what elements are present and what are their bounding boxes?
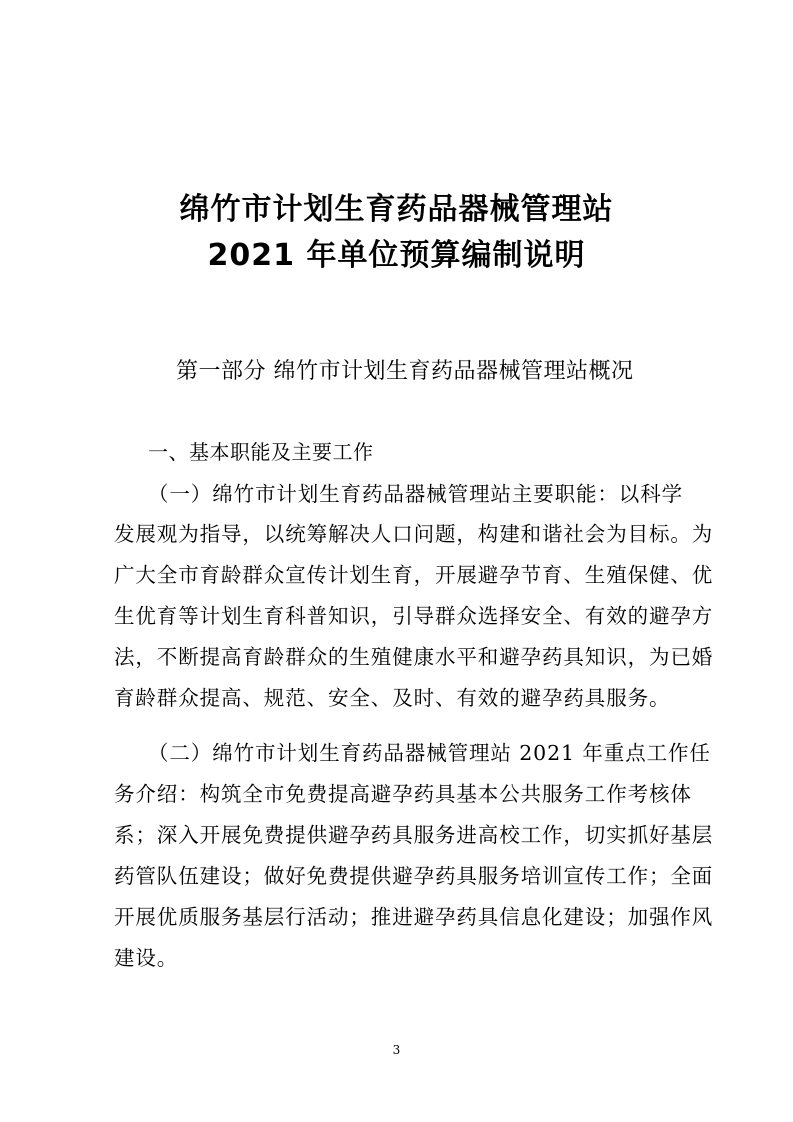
paragraph-line: 法，不断提高育龄群众的生殖健康水平和避孕药具知识，为已婚 [114,645,714,669]
page-number: 3 [392,1043,401,1057]
paragraph-line: 药管队伍建设；做好免费提供避孕药具服务培训宣传工作；全面 [114,864,714,888]
paragraph-line: 生优育等计划生育科普知识，引导群众选择安全、有效的避孕方 [114,604,714,628]
paragraph-line: 开展优质服务基层行活动；推进避孕药具信息化建设；加强作风 [114,905,714,929]
document-title-line2: 2021 年单位预算编制说明 [207,238,586,273]
paragraph-line: 育龄群众提高、规范、安全、及时、有效的避孕药具服务。 [114,686,671,710]
paragraph-line: 务介绍：构筑全市免费提高避孕药具基本公共服务工作考核体 [114,782,692,806]
document-title-line1: 绵竹市计划生育药品器械管理站 [179,192,614,227]
paragraph-line: （一）绵竹市计划生育药品器械管理站主要职能：以科学 [148,482,683,506]
paragraph-line: 广大全市育龄群众宣传计划生育，开展避孕节育、生殖保健、优 [114,563,714,587]
section-heading: 一、基本职能及主要工作 [148,440,374,464]
part-heading: 第一部分 绵竹市计划生育药品器械管理站概况 [176,359,634,384]
paragraph-line: 建设。 [114,946,179,970]
paragraph-line: 系；深入开展免费提供避孕药具服务进高校工作，切实抓好基层 [114,823,714,847]
paragraph-line: 发展观为指导，以统筹解决人口问题，构建和谐社会为目标。为 [114,522,714,546]
paragraph-line: （二）绵竹市计划生育药品器械管理站 2021 年重点工作任 [148,741,711,765]
